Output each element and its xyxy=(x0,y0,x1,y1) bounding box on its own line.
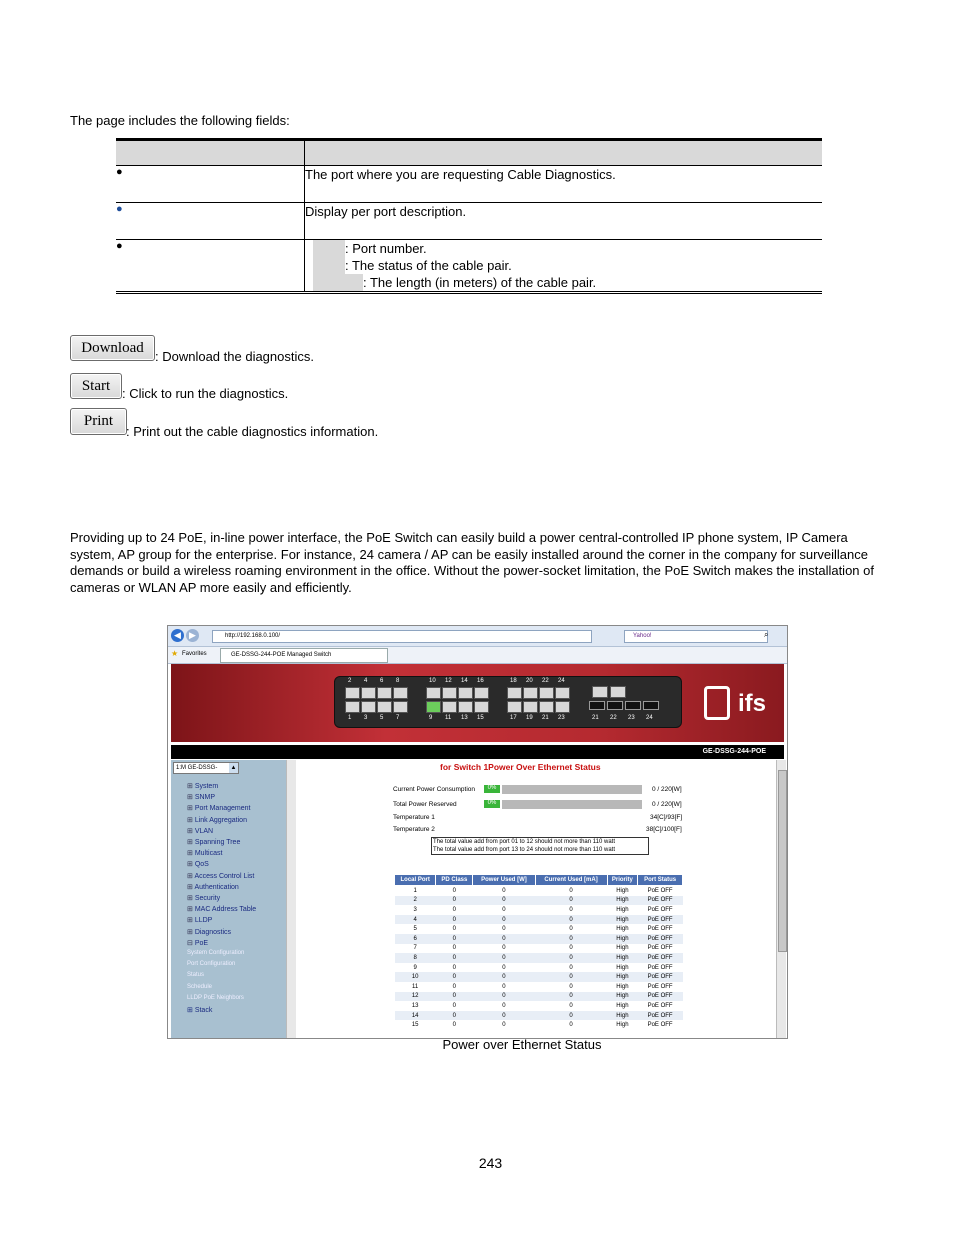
ethernet-port xyxy=(507,701,522,713)
ethernet-port xyxy=(377,701,392,713)
table-cell: 0 xyxy=(535,953,607,963)
table-cell: 0 xyxy=(569,887,573,894)
table-cell: 0 xyxy=(452,906,457,913)
table-cell: 0 xyxy=(473,896,535,906)
port-label-bottom: 5 xyxy=(380,715,384,721)
sidebar-scrollbar[interactable] xyxy=(286,760,296,1038)
start-desc: : Click to run the diagnostics. xyxy=(122,386,289,401)
table-cell: 8 xyxy=(395,953,436,963)
ethernet-port xyxy=(345,687,360,699)
port-label-bottom: 21 xyxy=(542,715,549,721)
table-cell: 0 xyxy=(502,1002,506,1009)
menu-item[interactable]: ⊞ VLAN xyxy=(187,827,214,835)
expand-icon: ⊞ xyxy=(187,794,195,802)
expand-icon: ⊞ xyxy=(187,850,195,858)
ethernet-port xyxy=(393,687,408,699)
table-cell: 7 xyxy=(413,945,417,952)
device-banner xyxy=(171,664,784,742)
table-cell: 0 xyxy=(436,992,473,1002)
ethernet-port xyxy=(426,701,441,713)
port-label-top: 2 xyxy=(348,678,352,684)
menu-item[interactable]: ⊞ SNMP xyxy=(187,794,216,802)
table-cell: PoE OFF xyxy=(638,934,683,944)
page-number: 243 xyxy=(478,1155,503,1171)
table-cell: 2 xyxy=(395,896,436,906)
table-cell: PoE OFF xyxy=(638,972,683,982)
back-icon[interactable]: ◀ xyxy=(171,629,184,642)
table-cell: 0 xyxy=(436,1011,473,1021)
table-row xyxy=(395,963,683,973)
table-row xyxy=(395,905,683,915)
menu-item[interactable]: ⊞ Authentication xyxy=(187,883,239,891)
table-cell: High xyxy=(616,983,629,990)
sfp-port-label: 23 xyxy=(628,715,635,721)
table-row xyxy=(395,944,683,954)
submenu-item[interactable]: LLDP PoE Neighbors xyxy=(187,994,244,1001)
table-cell: 0 xyxy=(569,906,573,913)
submenu-item[interactable]: Schedule xyxy=(187,983,213,990)
table-cell: 0 xyxy=(502,887,506,894)
table-cell: 9 xyxy=(413,964,417,971)
table-cell: 5 xyxy=(413,926,417,933)
combo-port xyxy=(592,686,608,698)
ethernet-port xyxy=(442,687,457,699)
browser-address-bar xyxy=(168,626,787,647)
main-scrollbar[interactable] xyxy=(776,760,786,1038)
table-cell: 0 xyxy=(535,934,607,944)
favorites-bar xyxy=(168,647,787,664)
table-cell: 4 xyxy=(395,915,436,925)
table-row xyxy=(395,1020,683,1030)
download-desc: : Download the diagnostics. xyxy=(155,349,314,364)
port-label-top: 4 xyxy=(364,678,368,684)
table-cell: PoE OFF xyxy=(638,1011,683,1021)
field-desc: Display per port description. xyxy=(305,203,823,240)
main-title: for Switch 1Power Over Ethernet Status xyxy=(440,762,601,772)
table-row xyxy=(395,886,683,896)
reserved-pct: 0% xyxy=(484,800,500,808)
menu-item[interactable]: ⊞ Multicast xyxy=(187,850,223,858)
switch-front-panel xyxy=(334,676,682,728)
table-cell: 0 xyxy=(569,926,573,933)
reserved-value: 0 / 220[W] xyxy=(652,801,682,808)
menu-item[interactable]: ⊞ System xyxy=(187,783,219,790)
table-cell: PoE OFF xyxy=(638,915,683,925)
table-cell: High xyxy=(616,1022,629,1029)
start-button[interactable]: Start xyxy=(70,373,122,399)
table-cell: 0 xyxy=(535,896,607,906)
table-cell: High xyxy=(616,1002,629,1009)
expand-icon: ⊞ xyxy=(187,872,195,880)
table-cell: High xyxy=(616,926,629,933)
ethernet-port xyxy=(361,687,376,699)
table-cell: 0 xyxy=(569,1022,573,1029)
table-cell: 0 xyxy=(569,945,573,952)
port-label-bottom: 11 xyxy=(445,715,452,721)
table-row xyxy=(395,924,683,934)
table-cell: 0 xyxy=(569,1002,573,1009)
scroll-thumb[interactable] xyxy=(778,770,787,952)
select-arrow-icon: ▲ xyxy=(230,765,237,771)
table-cell: 0 xyxy=(535,1011,607,1021)
table-cell: High xyxy=(616,964,629,971)
expand-icon: ⊞ xyxy=(187,883,195,891)
submenu-item[interactable]: System Configuration xyxy=(187,950,245,956)
table-row xyxy=(395,953,683,963)
port-label-top: 10 xyxy=(429,678,436,684)
sfp-port-label: 21 xyxy=(592,715,599,721)
table-cell: 0 xyxy=(452,964,457,971)
table-row xyxy=(395,1011,683,1021)
port-label-top: 18 xyxy=(510,678,517,684)
table-cell: 10 xyxy=(395,972,436,982)
combo-port xyxy=(610,686,626,698)
table-cell: PoE OFF xyxy=(647,887,673,894)
poe-status-screenshot xyxy=(167,625,788,1039)
table-cell: 11 xyxy=(412,983,419,990)
ethernet-port xyxy=(377,687,392,699)
favorites-label[interactable]: Favorites xyxy=(182,651,207,657)
sfp-port xyxy=(607,701,623,710)
table-cell: PoE OFF xyxy=(638,896,683,906)
table-cell: PoE OFF xyxy=(647,945,673,952)
port-label-bottom: 1 xyxy=(348,715,352,721)
ethernet-port xyxy=(507,687,522,699)
table-cell: 12 xyxy=(395,992,436,1002)
table-cell: 0 xyxy=(502,926,506,933)
menu-item[interactable]: ⊞ Spanning Tree xyxy=(187,839,241,846)
reserved-label: Total Power Reserved xyxy=(393,801,457,808)
fields-table xyxy=(116,138,822,294)
ethernet-port xyxy=(523,701,538,713)
table-cell: PoE OFF xyxy=(647,964,673,971)
table-cell: 0 xyxy=(452,983,457,990)
submenu-item[interactable]: Status xyxy=(187,972,205,979)
port-label-top: 16 xyxy=(477,678,484,684)
url-input[interactable]: http://192.168.0.100/ xyxy=(212,630,592,643)
table-cell: PoE OFF xyxy=(647,906,673,913)
table-cell: 0 xyxy=(502,945,506,952)
table-cell: 0 xyxy=(452,887,457,894)
table-cell: 0 xyxy=(502,964,506,971)
bullet: ● xyxy=(116,203,305,240)
logo-mark-icon xyxy=(704,686,730,720)
table-row xyxy=(395,982,683,992)
port-label-bottom: 9 xyxy=(429,715,433,721)
browser-tab[interactable]: GE-DSSG-244-POE Managed Switch xyxy=(220,648,388,663)
table-cell: 6 xyxy=(395,934,436,944)
table-cell: 0 xyxy=(569,983,573,990)
port-label-bottom: 19 xyxy=(526,715,533,721)
table-cell: High xyxy=(607,972,638,982)
port-label-top: 20 xyxy=(526,678,533,684)
consumption-pct: 0% xyxy=(484,785,500,793)
expand-icon: ⊞ xyxy=(187,839,195,846)
port-label-top: 6 xyxy=(380,678,384,684)
port-label-bottom: 3 xyxy=(364,715,368,721)
menu-item[interactable]: ⊟ PoE xyxy=(187,939,209,947)
print-button[interactable]: Print xyxy=(70,408,127,435)
bullet: ● xyxy=(116,240,305,293)
print-desc: : Print out the cable diagnostics information. xyxy=(126,424,379,439)
port-label-top: 14 xyxy=(461,678,468,684)
column-header: Port Status xyxy=(638,875,683,886)
main-content xyxy=(300,760,775,1038)
table-cell: 0 xyxy=(473,992,535,1002)
ethernet-port xyxy=(539,687,554,699)
table-cell: 0 xyxy=(502,1022,506,1029)
port-label-top: 24 xyxy=(558,678,565,684)
table-cell: 0 xyxy=(473,915,535,925)
table-cell: 0 xyxy=(535,992,607,1002)
favorites-star-icon: ★ xyxy=(171,649,179,658)
menu-item[interactable]: ⊞ LLDP xyxy=(187,917,213,925)
ethernet-port xyxy=(555,687,570,699)
column-header: Current Used [mA] xyxy=(535,875,607,886)
menu-item[interactable]: ⊞ Port Management xyxy=(187,805,251,813)
sfp-port-label: 24 xyxy=(646,715,653,721)
temp2-value: 38[C]/100[F] xyxy=(646,826,682,833)
consumption-value: 0 / 220[W] xyxy=(652,786,682,793)
column-header: PD Class xyxy=(436,875,473,886)
port-label-top: 22 xyxy=(542,678,549,684)
port-label-bottom: 15 xyxy=(477,715,484,721)
port-label-bottom: 7 xyxy=(396,715,400,721)
port-label-top: 12 xyxy=(445,678,452,684)
table-cell: 0 xyxy=(473,972,535,982)
notes-box: The total value add from port 01 to 12 should not more than 110 watt The total value add from port 13 to 24 should not more than 110 watt xyxy=(431,837,649,855)
poe-paragraph: Providing up to 24 PoE, in-line power interface, the PoE Switch can easily build a power central-controlled IP phone system, IP Camera system, AP group for the enterprise. For instance, 24 camera / AP can be easily installed around the corner in the company for surveillance demands or build a wireless roaming environment in the office. Without the power-socket limitation, the PoE Switch makes the installation of cameras or WLAN AP more easily and efficiently. xyxy=(70,530,874,595)
switch-select[interactable]: 1:M GE-DSSG- ▲ xyxy=(173,762,239,774)
temp1-label: Temperature 1 xyxy=(393,814,435,821)
table-row xyxy=(395,915,683,925)
table-cell: PoE OFF xyxy=(647,983,673,990)
menu-item[interactable]: ⊞ Diagnostics xyxy=(187,928,231,936)
table-cell: 0 xyxy=(569,964,573,971)
menu-item[interactable]: ⊞ Security xyxy=(187,895,221,902)
table-row xyxy=(395,1001,683,1011)
expand-icon: ⊞ xyxy=(187,895,195,902)
sidebar-menu xyxy=(171,760,289,1038)
table-row xyxy=(395,992,683,1002)
sfp-port xyxy=(643,701,659,710)
menu-item[interactable]: ⊞ Access Control List xyxy=(187,872,255,880)
field-desc-list: : Port number. : The status of the cable pair. : The length (in meters) of the cable pair. xyxy=(305,240,823,293)
search-icon[interactable]: ⌕ xyxy=(764,630,769,639)
expand-icon: ⊞ xyxy=(187,805,195,813)
poe-status-table xyxy=(394,874,683,1030)
ethernet-port xyxy=(393,701,408,713)
column-header: Local Port xyxy=(395,875,436,886)
ethernet-port xyxy=(523,687,538,699)
column-header: Priority xyxy=(607,875,638,886)
consumption-label: Current Power Consumption xyxy=(393,786,476,793)
table-cell: PoE OFF xyxy=(647,1002,673,1009)
table-cell: 0 xyxy=(436,934,473,944)
table-cell: 0 xyxy=(436,896,473,906)
expand-icon: ⊞ xyxy=(187,816,195,824)
table-cell: 0 xyxy=(452,945,457,952)
table-cell: 0 xyxy=(502,983,506,990)
table-cell: 0 xyxy=(473,1011,535,1021)
temp1-value: 34[C]/93[F] xyxy=(650,814,683,821)
expand-icon: ⊞ xyxy=(187,917,195,925)
table-cell: 13 xyxy=(411,1002,419,1009)
port-label-bottom: 17 xyxy=(510,715,517,721)
table-cell: High xyxy=(607,1011,638,1021)
ifs-logo: ifs xyxy=(696,686,766,726)
table-row xyxy=(395,934,683,944)
table-cell: 3 xyxy=(413,906,417,913)
table-cell: High xyxy=(607,934,638,944)
menu-item[interactable]: ⊞ QoS xyxy=(187,861,209,869)
ethernet-port xyxy=(458,687,473,699)
temp2-label: Temperature 2 xyxy=(393,826,435,833)
field-desc: The port where you are requesting Cable Diagnostics. xyxy=(305,166,823,203)
table-cell: PoE OFF xyxy=(638,992,683,1002)
table-cell: High xyxy=(607,896,638,906)
consumption-bar xyxy=(502,785,642,794)
ethernet-port xyxy=(539,701,554,713)
table-cell: 0 xyxy=(452,1002,457,1009)
table-cell: 14 xyxy=(395,1011,436,1021)
table-cell: High xyxy=(607,953,638,963)
download-button[interactable]: Download xyxy=(70,335,155,361)
table-cell: 0 xyxy=(535,972,607,982)
intro-text: The page includes the following fields: xyxy=(70,113,290,128)
table-cell: 0 xyxy=(436,915,473,925)
ethernet-port xyxy=(361,701,376,713)
table-cell: 0 xyxy=(473,934,535,944)
model-bar: GE-DSSG-244-POE xyxy=(171,745,784,759)
port-label-bottom: 13 xyxy=(461,715,468,721)
table-cell: PoE OFF xyxy=(647,926,673,933)
expand-icon: ⊞ xyxy=(187,783,195,790)
reserved-bar xyxy=(502,800,642,809)
sfp-port-label: 22 xyxy=(610,715,617,721)
ethernet-port xyxy=(474,687,489,699)
menu-item[interactable]: ⊞ Link Aggregation xyxy=(187,816,247,824)
table-row xyxy=(395,972,683,982)
table-cell: High xyxy=(616,906,629,913)
expand-icon: ⊞ xyxy=(187,861,195,869)
sfp-port xyxy=(589,701,605,710)
table-row xyxy=(395,896,683,906)
column-header: Power Used [W] xyxy=(473,875,535,886)
submenu-item[interactable]: Port Configuration xyxy=(187,961,236,968)
port-label-bottom: 23 xyxy=(558,715,565,721)
menu-item[interactable]: ⊞ MAC Address Table xyxy=(187,906,257,914)
expand-icon: ⊞ xyxy=(187,827,195,835)
expand-icon: ⊞ xyxy=(187,906,195,914)
table-cell: PoE OFF xyxy=(647,1022,673,1029)
table-cell: 0 xyxy=(473,953,535,963)
table-cell: 15 xyxy=(411,1022,419,1029)
table-cell: High xyxy=(607,992,638,1002)
port-label-top: 8 xyxy=(396,678,400,684)
search-input[interactable]: Yahoo! xyxy=(624,630,768,643)
ethernet-port xyxy=(426,687,441,699)
sfp-port xyxy=(625,701,641,710)
table-cell: 0 xyxy=(452,926,457,933)
table-cell: 0 xyxy=(436,972,473,982)
menu-item-stack[interactable]: ⊞ Stack xyxy=(187,1007,213,1014)
table-cell: 0 xyxy=(452,1022,457,1029)
ethernet-port xyxy=(555,701,570,713)
table-cell: PoE OFF xyxy=(638,953,683,963)
expand-icon: ⊞ xyxy=(187,1007,195,1014)
ethernet-port xyxy=(474,701,489,713)
ethernet-port xyxy=(345,701,360,713)
table-cell: 0 xyxy=(535,915,607,925)
table-cell: 0 xyxy=(502,906,506,913)
expand-icon: ⊞ xyxy=(187,928,195,936)
table-cell: 0 xyxy=(436,953,473,963)
ethernet-port xyxy=(458,701,473,713)
collapse-icon: ⊟ xyxy=(187,939,195,947)
table-cell: High xyxy=(616,945,629,952)
ethernet-port xyxy=(442,701,457,713)
table-cell: High xyxy=(607,915,638,925)
bullet: ● xyxy=(116,166,305,203)
table-cell: High xyxy=(616,887,629,894)
figure-caption: Power over Ethernet Status xyxy=(442,1037,602,1052)
table-cell: 1 xyxy=(413,887,417,894)
forward-icon[interactable]: ▶ xyxy=(186,629,199,642)
